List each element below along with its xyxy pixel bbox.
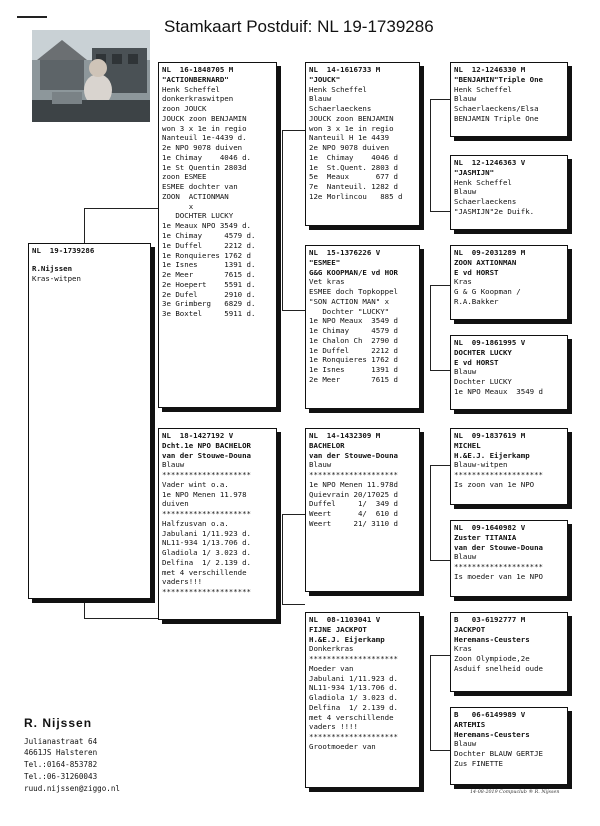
info-line: DOCHTER LUCKY bbox=[162, 211, 234, 221]
connector bbox=[282, 604, 305, 605]
ring-number: NL 09-1837619 M bbox=[454, 431, 526, 440]
page-title: Stamkaart Postduif: NL 19-1739286 bbox=[164, 17, 434, 36]
connector bbox=[84, 618, 159, 619]
pigeon-name: DOCHTER LUCKY bbox=[454, 347, 512, 357]
info-line: Weert 4/ 610 d bbox=[309, 509, 398, 519]
ring-number: B 03-6192777 M bbox=[454, 615, 526, 624]
info-line: "JASMIJN"2e Duifk. bbox=[454, 206, 535, 216]
info-line: zoon ESMEE bbox=[162, 172, 207, 182]
info-line: Blauw bbox=[454, 739, 477, 749]
pigeon-photo bbox=[32, 30, 150, 122]
connector bbox=[430, 560, 450, 561]
info-line: 1e St Quentin 2803d bbox=[162, 162, 247, 172]
ring-number: NL 16-1848705 M bbox=[162, 65, 234, 74]
connector bbox=[282, 130, 283, 310]
info-line: Is zoon van 1e NPO bbox=[454, 479, 535, 489]
pigeon-name: "ESMEE" bbox=[309, 257, 341, 267]
info-line: H.&E.J. Eijerkamp bbox=[309, 634, 385, 644]
info-line: van der Stouwe-Douna bbox=[162, 450, 251, 460]
info-line: Dochter LUCKY bbox=[454, 377, 512, 387]
info-line: Nanteuil 1e-4439 d. bbox=[162, 133, 247, 143]
ring-number: B 06-6149989 V bbox=[454, 710, 526, 719]
info-line: 1e NPO Meaux 3549 d bbox=[309, 316, 398, 326]
grandfather-maternal-card bbox=[305, 428, 420, 592]
info-line: zoon JOUCK bbox=[162, 104, 207, 114]
pigeon-name: FIJNE JACKPOT bbox=[309, 624, 367, 634]
ggf-fmf-card bbox=[450, 245, 568, 320]
info-line: Blauw bbox=[309, 94, 332, 104]
connector bbox=[430, 99, 450, 100]
info-line: ******************** bbox=[162, 587, 251, 597]
info-line: duiven bbox=[162, 499, 189, 509]
info-line: vaders!!! bbox=[162, 577, 203, 587]
connector bbox=[430, 211, 450, 212]
ggm-fmm-card bbox=[450, 335, 568, 410]
pigeon-name: Dcht.1e NPO BACHELOR bbox=[162, 440, 251, 450]
info-line: 2e Meer 7615 d. bbox=[162, 270, 256, 280]
subject-card bbox=[28, 243, 151, 599]
info-line: NL11-934 1/13.706 d. bbox=[162, 538, 251, 548]
connector bbox=[430, 285, 450, 286]
info-line: Schaerlaeckens/Elsa bbox=[454, 104, 539, 114]
info-line: 1e Isnes 1391 d bbox=[309, 365, 398, 375]
mother-card bbox=[158, 428, 277, 620]
ring-number: NL 08-1103041 V bbox=[309, 615, 381, 624]
pigeon-name: MICHEL bbox=[454, 440, 481, 450]
info-line: G&G KOOPMAN/E vd HOR bbox=[309, 267, 398, 277]
info-line: Dochter "LUCKY" bbox=[309, 306, 390, 316]
pigeon-name: ARTEMIS bbox=[454, 719, 486, 729]
info-line: H.&E.J. Eijerkamp bbox=[454, 450, 530, 460]
pigeon-name: "BENJAMIN"Triple One bbox=[454, 74, 543, 84]
info-line: Blauw bbox=[454, 367, 477, 377]
ggm-mmm-card bbox=[450, 707, 568, 785]
info-line: JOUCK zoon BENJAMIN bbox=[309, 113, 394, 123]
info-line: Blauw bbox=[309, 460, 332, 470]
info-line: 1e Meaux NPO 3549 d. bbox=[162, 221, 251, 231]
info-line: BENJAMIN Triple One bbox=[454, 113, 539, 123]
info-line: 2e NPO 9078 duiven bbox=[309, 143, 390, 153]
info-line: ******************** bbox=[162, 509, 251, 519]
info-line: 1e NPO Menen 11.978 bbox=[162, 489, 247, 499]
info-line: 1e NPO Meaux 3549 d bbox=[454, 386, 543, 396]
info-line: Blauw bbox=[454, 552, 477, 562]
pigeon-name: BACHELOR bbox=[309, 440, 345, 450]
info-line: ******************** bbox=[454, 470, 543, 480]
info-line: 2e Dufel 2910 d. bbox=[162, 289, 256, 299]
info-line: Vader wint o.a. bbox=[162, 479, 229, 489]
info-line: ZOON ACTIONMAN bbox=[162, 191, 229, 201]
info-line: 1e Ronquieres 1762 d bbox=[309, 355, 398, 365]
info-line: 5e Meaux 677 d bbox=[309, 172, 398, 182]
connector bbox=[430, 370, 450, 371]
breeder-phone: Tel.:0164-853782 bbox=[24, 760, 98, 770]
info-line: Jabulani 1/11.923 d. bbox=[162, 528, 251, 538]
info-line: Gladiola 1/ 3.023 d. bbox=[162, 548, 251, 558]
ggm-ffm-card bbox=[450, 155, 568, 230]
info-line: Jabulani 1/11.923 d. bbox=[309, 673, 398, 683]
connector bbox=[282, 514, 283, 604]
info-line: Henk Scheffel bbox=[454, 84, 512, 94]
connector bbox=[430, 655, 450, 656]
info-line: Vet kras bbox=[309, 277, 345, 287]
ggm-mfm-card bbox=[450, 520, 568, 597]
ring-number: NL 09-1640982 V bbox=[454, 523, 526, 532]
info-line: Zoon Olympiode,2e bbox=[454, 654, 530, 664]
info-line: E vd HORST bbox=[454, 357, 499, 367]
info-line: 1e Chalon Ch 2790 d bbox=[309, 335, 398, 345]
connector bbox=[430, 750, 450, 751]
info-line: JOUCK zoon BENJAMIN bbox=[162, 113, 247, 123]
info-line: Quievrain 20/17025 d bbox=[309, 489, 398, 499]
info-line: Kras bbox=[454, 277, 472, 287]
info-line: ******************** bbox=[309, 470, 398, 480]
info-line: 1e Ronquieres 1762 d bbox=[162, 250, 251, 260]
info-line: Schaerlaeckens bbox=[309, 104, 372, 114]
pigeon-name: Zuster TITANIA bbox=[454, 532, 517, 542]
info-line: met 4 verschillende bbox=[309, 712, 394, 722]
info-line: ESMEE dochter van bbox=[162, 182, 238, 192]
connector bbox=[430, 285, 431, 370]
info-line: E vd HORST bbox=[454, 267, 499, 277]
pigeon-name: JACKPOT bbox=[454, 624, 486, 634]
info-line: 1e NPO Menen 11.978d bbox=[309, 479, 398, 489]
footer-credit: 14-08-2019 Compuclub ® R. Nijssen bbox=[470, 790, 560, 795]
info-line: Is moeder van 1e NPO bbox=[454, 571, 543, 581]
connector bbox=[430, 465, 450, 466]
connector bbox=[84, 208, 159, 209]
info-line: 1e Duffel 2212 d. bbox=[162, 240, 256, 250]
ring-number: NL 19-1739286 bbox=[32, 246, 95, 255]
grandfather-paternal-card bbox=[305, 62, 420, 226]
owner-name: R.Nijssen bbox=[32, 263, 73, 273]
pigeon-photo-icon bbox=[32, 30, 150, 122]
info-line: Blauw bbox=[454, 94, 477, 104]
info-line: met 4 verschillende bbox=[162, 567, 247, 577]
connector bbox=[430, 465, 431, 560]
pigeon-name: "JASMIJN" bbox=[454, 167, 495, 177]
ring-number: NL 12-1246363 V bbox=[454, 158, 526, 167]
info-line: R.A.Bakker bbox=[454, 296, 499, 306]
info-line: ******************** bbox=[454, 562, 543, 572]
info-line: Heremans-Ceusters bbox=[454, 729, 530, 739]
info-line: 1e Chimay 4579 d bbox=[309, 326, 398, 336]
ggf-mff-card bbox=[450, 428, 568, 505]
info-line: 1e Chimay 4579 d. bbox=[162, 231, 256, 241]
breeder-name: R. Nijssen bbox=[24, 716, 93, 730]
info-line: donkerkraswitpen bbox=[162, 94, 234, 104]
info-line: Schaerlaeckens bbox=[454, 197, 517, 207]
info-line: ******************** bbox=[162, 470, 251, 480]
ring-number: NL 18-1427192 V bbox=[162, 431, 234, 440]
ring-number: NL 14-1432309 M bbox=[309, 431, 381, 440]
info-line: ******************** bbox=[309, 732, 398, 742]
info-line: won 3 x 1e in regio bbox=[309, 123, 394, 133]
info-line: Nanteuil H 1e 4439 bbox=[309, 133, 390, 143]
info-line: Blauw bbox=[162, 460, 185, 470]
info-line: G & G Koopman / bbox=[454, 287, 521, 297]
info-line: Zus FINETTE bbox=[454, 758, 503, 768]
ring-number: NL 15-1376226 V bbox=[309, 248, 381, 257]
info-line: van der Stouwe-Douna bbox=[454, 542, 543, 552]
info-line: x bbox=[162, 201, 194, 211]
connector bbox=[84, 598, 85, 618]
connector bbox=[282, 514, 305, 515]
pigeon-name: "JOUCK" bbox=[309, 74, 341, 84]
info-line: ESMEE doch Topkoppel bbox=[309, 287, 398, 297]
info-line: 1e Chimay 4046 d bbox=[309, 152, 398, 162]
info-line: Blauw bbox=[454, 187, 477, 197]
info-line: vaders !!!! bbox=[309, 722, 358, 732]
ring-number: NL 14-1616733 M bbox=[309, 65, 381, 74]
breeder-city: 4661JS Halsteren bbox=[24, 748, 98, 758]
info-line: Delfina 1/ 2.139 d. bbox=[162, 557, 251, 567]
info-line: Kras bbox=[454, 644, 472, 654]
info-line: Henk Scheffel bbox=[162, 84, 220, 94]
info-line: Heremans-Ceusters bbox=[454, 634, 530, 644]
info-line: Duffel 1/ 349 d bbox=[309, 499, 398, 509]
father-card bbox=[158, 62, 277, 408]
info-line: "SON ACTION MAN" x bbox=[309, 296, 390, 306]
info-line: Halfzusvan o.a. bbox=[162, 518, 229, 528]
info-line: 1e St.Quent. 2803 d bbox=[309, 162, 398, 172]
info-line: Moeder van bbox=[309, 663, 354, 673]
info-line: 2e Meer 7615 d bbox=[309, 374, 398, 384]
pigeon-name: ZOON AXTIONMAN bbox=[454, 257, 517, 267]
info-line: Blauw-witpen bbox=[454, 460, 508, 470]
info-line: 1e Chimay 4046 d. bbox=[162, 152, 251, 162]
info-line: 3e Grimberg 6829 d. bbox=[162, 299, 256, 309]
breeder-email[interactable]: ruud.nijssen@ziggo.nl bbox=[24, 783, 121, 793]
connector bbox=[430, 655, 431, 750]
info-line: ******************** bbox=[309, 654, 398, 664]
info-line: Weert 21/ 3110 d bbox=[309, 518, 398, 528]
info-line: NL11-934 1/13.706 d. bbox=[309, 683, 398, 693]
connector bbox=[282, 130, 305, 131]
info-line: Dochter BLAUW GERTJE bbox=[454, 749, 543, 759]
pigeon-name: "ACTIONBERNARD" bbox=[162, 74, 229, 84]
info-line: van der Stouwe-Douna bbox=[309, 450, 398, 460]
connector bbox=[430, 99, 431, 211]
info-line: 2e Hoepert 5591 d. bbox=[162, 279, 256, 289]
info-line: Gladiola 1/ 3.023 d. bbox=[309, 693, 398, 703]
info-line: Grootmoeder van bbox=[309, 741, 376, 751]
color: Kras-witpen bbox=[32, 273, 81, 283]
info-line: 2e NPO 9078 duiven bbox=[162, 143, 243, 153]
breeder-mobile: Tel.:06-31260043 bbox=[24, 771, 98, 781]
info-line: 12e Morlincou 885 d bbox=[309, 191, 403, 201]
ggf-fff-card bbox=[450, 62, 568, 137]
grandmother-maternal-card bbox=[305, 612, 420, 788]
info-line: won 3 x 1e in regio bbox=[162, 123, 247, 133]
ring-number: NL 09-1861995 V bbox=[454, 338, 526, 347]
connector bbox=[282, 310, 305, 311]
info-line: 1e Duffel 2212 d bbox=[309, 345, 398, 355]
ring-number: NL 12-1246330 M bbox=[454, 65, 526, 74]
breeder-block bbox=[24, 714, 120, 794]
info-line: Asduif snelheid oude bbox=[454, 663, 543, 673]
top-rule bbox=[17, 16, 47, 18]
ring-number: NL 09-2031289 M bbox=[454, 248, 526, 257]
breeder-street: Julianastraat 64 bbox=[24, 736, 98, 746]
info-line: 7e Nanteuil. 1282 d bbox=[309, 182, 398, 192]
info-line: 3e Boxtel 5911 d. bbox=[162, 309, 256, 319]
info-line: Henk Scheffel bbox=[309, 84, 367, 94]
info-line: Delfina 1/ 2.139 d. bbox=[309, 702, 398, 712]
grandmother-paternal-card bbox=[305, 245, 420, 409]
info-line: 1e Isnes 1391 d. bbox=[162, 260, 256, 270]
info-line: Henk Scheffel bbox=[454, 177, 512, 187]
ggf-mmf-card bbox=[450, 612, 568, 692]
info-line: Donkerkras bbox=[309, 644, 354, 654]
